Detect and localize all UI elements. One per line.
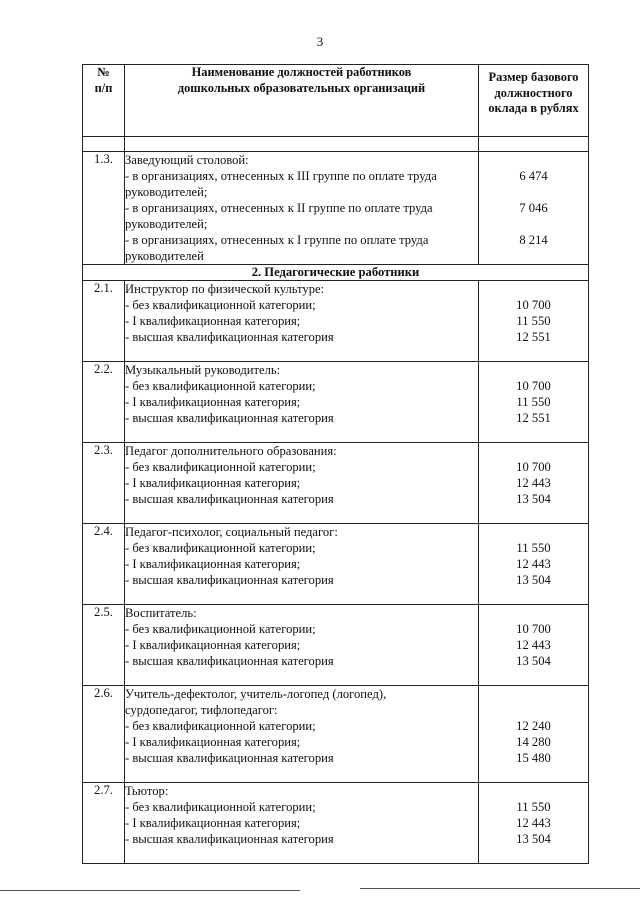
position-line: - без квалификационной категории; xyxy=(125,622,316,636)
position-line: - в организациях, отнесенных к I группе по оплате труда xyxy=(125,233,429,247)
position-line: - высшая квалификационная категория xyxy=(125,492,334,506)
position-line: - высшая квалификационная категория xyxy=(125,654,334,668)
row-number: 2.5. xyxy=(83,605,125,686)
row-number: 2.4. xyxy=(83,524,125,605)
salary-cell xyxy=(479,524,589,605)
position-line: руководителей xyxy=(125,249,204,263)
salary-value: 10 700 xyxy=(516,379,551,393)
position-title: Тьютор: xyxy=(125,784,169,798)
salary-cell xyxy=(479,281,589,362)
salary-cell xyxy=(479,152,589,265)
position-line: - без квалификационной категории; xyxy=(125,460,316,474)
section-header-row xyxy=(83,265,589,281)
salary-value: 8 214 xyxy=(519,233,548,247)
table-row-2-2 xyxy=(83,362,589,443)
position-line: руководителей; xyxy=(125,217,208,231)
salary-value: 12 551 xyxy=(516,330,551,344)
position-line: - без квалификационной категории; xyxy=(125,541,316,555)
row-number: 1.3. xyxy=(83,152,125,265)
salary-value: 13 504 xyxy=(516,573,551,587)
position-line: - I квалификационная категория; xyxy=(125,557,301,571)
position-title: сурдопедагог, тифлопедагог: xyxy=(125,703,278,717)
row-number: 2.1. xyxy=(83,281,125,362)
salary-value: 12 443 xyxy=(516,557,551,571)
table-header-row xyxy=(83,65,589,137)
position-title: Воспитатель: xyxy=(125,606,197,620)
position-line: - высшая квалификационная категория xyxy=(125,573,334,587)
position-line: - I квалификационная категория; xyxy=(125,314,301,328)
header-position-name: Наименование должностей работников дошкольных образовательных организаций xyxy=(125,65,479,137)
position-line: - I квалификационная категория; xyxy=(125,395,301,409)
table-row-2-3 xyxy=(83,443,589,524)
salary-value: 11 550 xyxy=(516,541,551,555)
salary-cell xyxy=(479,443,589,524)
position-line: - в организациях, отнесенных к III группе по оплате труда xyxy=(125,169,437,183)
table-row-2-1 xyxy=(83,281,589,362)
position-title: Инструктор по физической культуре: xyxy=(125,282,325,296)
salary-value: 12 551 xyxy=(516,411,551,425)
position-title: Музыкальный руководитель: xyxy=(125,363,281,377)
salary-value: 14 280 xyxy=(516,735,551,749)
position-line: - без квалификационной категории; xyxy=(125,800,316,814)
salary-value: 7 046 xyxy=(519,201,548,215)
position-line: - высшая квалификационная категория xyxy=(125,751,334,765)
header-gap-row xyxy=(83,137,589,152)
salary-value: 13 504 xyxy=(516,492,551,506)
salary-cell xyxy=(479,686,589,783)
salary-value: 13 504 xyxy=(516,832,551,846)
table-row-2-4 xyxy=(83,524,589,605)
salary-value: 15 480 xyxy=(516,751,551,765)
position-line: - высшая квалификационная категория xyxy=(125,832,334,846)
salary-table xyxy=(82,64,589,864)
salary-value: 10 700 xyxy=(516,298,551,312)
position-title: Заведующий столовой: xyxy=(125,153,249,167)
salary-cell xyxy=(479,362,589,443)
salary-value: 12 443 xyxy=(516,816,551,830)
position-line: - I квалификационная категория; xyxy=(125,638,301,652)
header-number: № п/п xyxy=(83,65,125,137)
position-line: - высшая квалификационная категория xyxy=(125,411,334,425)
salary-value: 10 700 xyxy=(516,460,551,474)
table-row-2-5 xyxy=(83,605,589,686)
position-cell xyxy=(125,783,479,864)
header-salary-size: Размер базового должностного оклада в рублях xyxy=(479,65,589,137)
row-number: 2.6. xyxy=(83,686,125,783)
footer-rule-right xyxy=(360,888,640,889)
position-line: - I квалификационная категория; xyxy=(125,476,301,490)
position-cell xyxy=(125,443,479,524)
position-cell xyxy=(125,524,479,605)
footer-rule-left xyxy=(0,890,300,891)
salary-cell xyxy=(479,605,589,686)
salary-cell xyxy=(479,783,589,864)
position-cell xyxy=(125,281,479,362)
salary-value: 10 700 xyxy=(516,622,551,636)
salary-value: 12 443 xyxy=(516,638,551,652)
table-row-1-3 xyxy=(83,152,589,265)
page-number: 3 xyxy=(316,34,324,49)
row-number: 2.7. xyxy=(83,783,125,864)
salary-value: 11 550 xyxy=(516,800,551,814)
position-line: - в организациях, отнесенных к II группе по оплате труда xyxy=(125,201,433,215)
position-cell xyxy=(125,686,479,783)
salary-value: 11 550 xyxy=(516,395,551,409)
salary-value: 6 474 xyxy=(519,169,548,183)
position-cell xyxy=(125,605,479,686)
position-line: - высшая квалификационная категория xyxy=(125,330,334,344)
position-line: - I квалификационная категория; xyxy=(125,735,301,749)
salary-value: 13 504 xyxy=(516,654,551,668)
salary-value: 12 443 xyxy=(516,476,551,490)
position-cell xyxy=(125,152,479,265)
position-line: - без квалификационной категории; xyxy=(125,719,316,733)
table-row-2-6 xyxy=(83,686,589,783)
position-title: Педагог дополнительного образования: xyxy=(125,444,337,458)
row-number: 2.3. xyxy=(83,443,125,524)
position-title: Учитель-дефектолог, учитель-логопед (логопед), xyxy=(125,687,387,701)
section-title: 2. Педагогические работники xyxy=(83,265,589,281)
table-row-2-7 xyxy=(83,783,589,864)
position-line: - I квалификационная категория; xyxy=(125,816,301,830)
position-line: - без квалификационной категории; xyxy=(125,379,316,393)
position-title: Педагог-психолог, социальный педагог: xyxy=(125,525,338,539)
position-line: руководителей; xyxy=(125,185,208,199)
row-number: 2.2. xyxy=(83,362,125,443)
position-line: - без квалификационной категории; xyxy=(125,298,316,312)
position-cell xyxy=(125,362,479,443)
salary-value: 12 240 xyxy=(516,719,551,733)
salary-value: 11 550 xyxy=(516,314,551,328)
